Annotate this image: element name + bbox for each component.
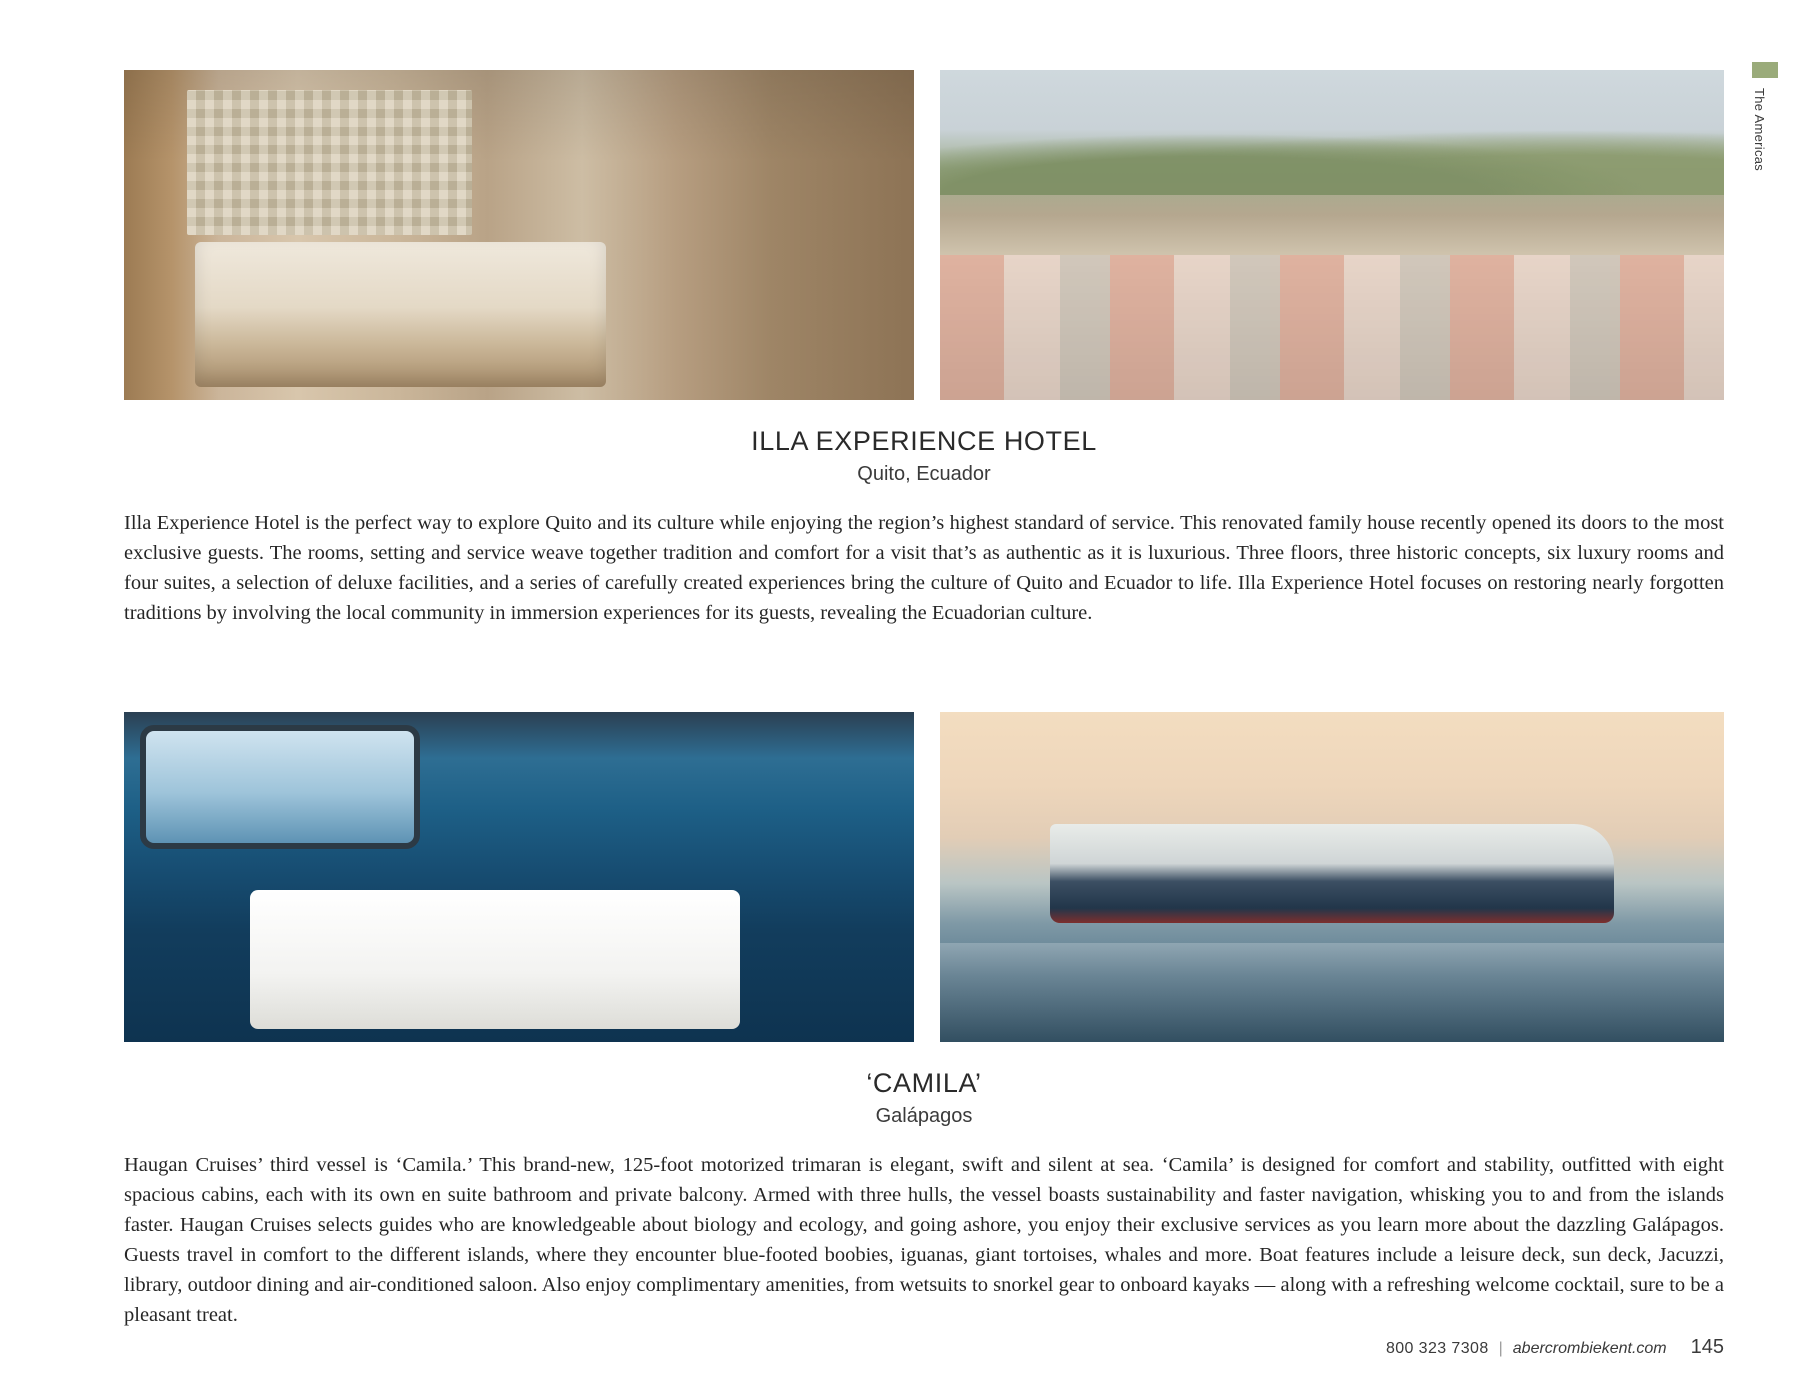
side-tab-accent-bar (1752, 62, 1778, 78)
footer-divider: | (1498, 1340, 1503, 1357)
entry-title: ‘CAMILA’ (866, 1068, 982, 1098)
quito-terrace-view-photo (940, 70, 1724, 400)
camila-cabin-photo (124, 712, 914, 1042)
camila-yacht-photo (940, 712, 1724, 1042)
page-footer (1386, 1336, 1724, 1359)
entry-body-text: Haugan Cruises’ third vessel is ‘Camila.’ This brand-new, 125-foot motorized trimaran is elegant, swift and silent at sea. ‘Camila’ is designed for comfort and stability, outfitted with eight spacious cabins, each with its own en suite bathroom and private balcony. Armed with three hulls, the vessel boasts sustainability and faster navigation, whisking you to and from the islands faster. Haugan Cruises selects guides who are knowledgeable about biology and ecology, and going ashore, you enjoy their exclusive services as you learn more about the dazzling Galápagos. Guests travel in comfort to the different islands, where they encounter blue-footed boobies, iguanas, giant tortoises, whales and more. Boat features include a leisure deck, sun deck, Jacuzzi, library, outdoor dining and air-conditioned saloon. Also enjoy complimentary amenities, from wetsuits to snorkel gear to onboard kayaks — along with a refreshing welcome cocktail, sure to be a pleasant treat. (124, 1154, 1724, 1326)
page-number: 145 (1690, 1336, 1724, 1358)
footer-website: abercrombiekent.com (1512, 1340, 1667, 1357)
entry-subtitle: Quito, Ecuador (857, 463, 991, 485)
entry-body-text: Illa Experience Hotel is the perfect way to explore Quito and its culture while enjoying the region’s highest standard of service. This renovated family house recently opened its doors to the most exclusive guests. The rooms, setting and service weave together tradition and comfort for a visit that’s as authentic as it is luxurious. Three floors, three historic concepts, six luxury rooms and four suites, a selection of deluxe facilities, and a series of carefully created experiences bring the culture of Quito and Ecuador to life. Illa Experience Hotel focuses on restoring nearly forgotten traditions by involving the local community in immersion experiences for its guests, revealing the Ecuadorian culture. (124, 512, 1724, 624)
footer-phone: 800 323 7308 (1385, 1340, 1489, 1357)
entry-illa-experience-hotel (124, 70, 1724, 628)
entry-subtitle: Galápagos (875, 1105, 973, 1127)
side-tab-label: The Americas (1752, 88, 1767, 172)
entry-title: ILLA EXPERIENCE HOTEL (751, 426, 1097, 456)
photo-row (124, 70, 1724, 400)
entry-camila (124, 712, 1724, 1330)
section-side-tab (1752, 62, 1778, 171)
photo-row (124, 712, 1724, 1042)
hotel-guest-room-photo (124, 70, 914, 400)
